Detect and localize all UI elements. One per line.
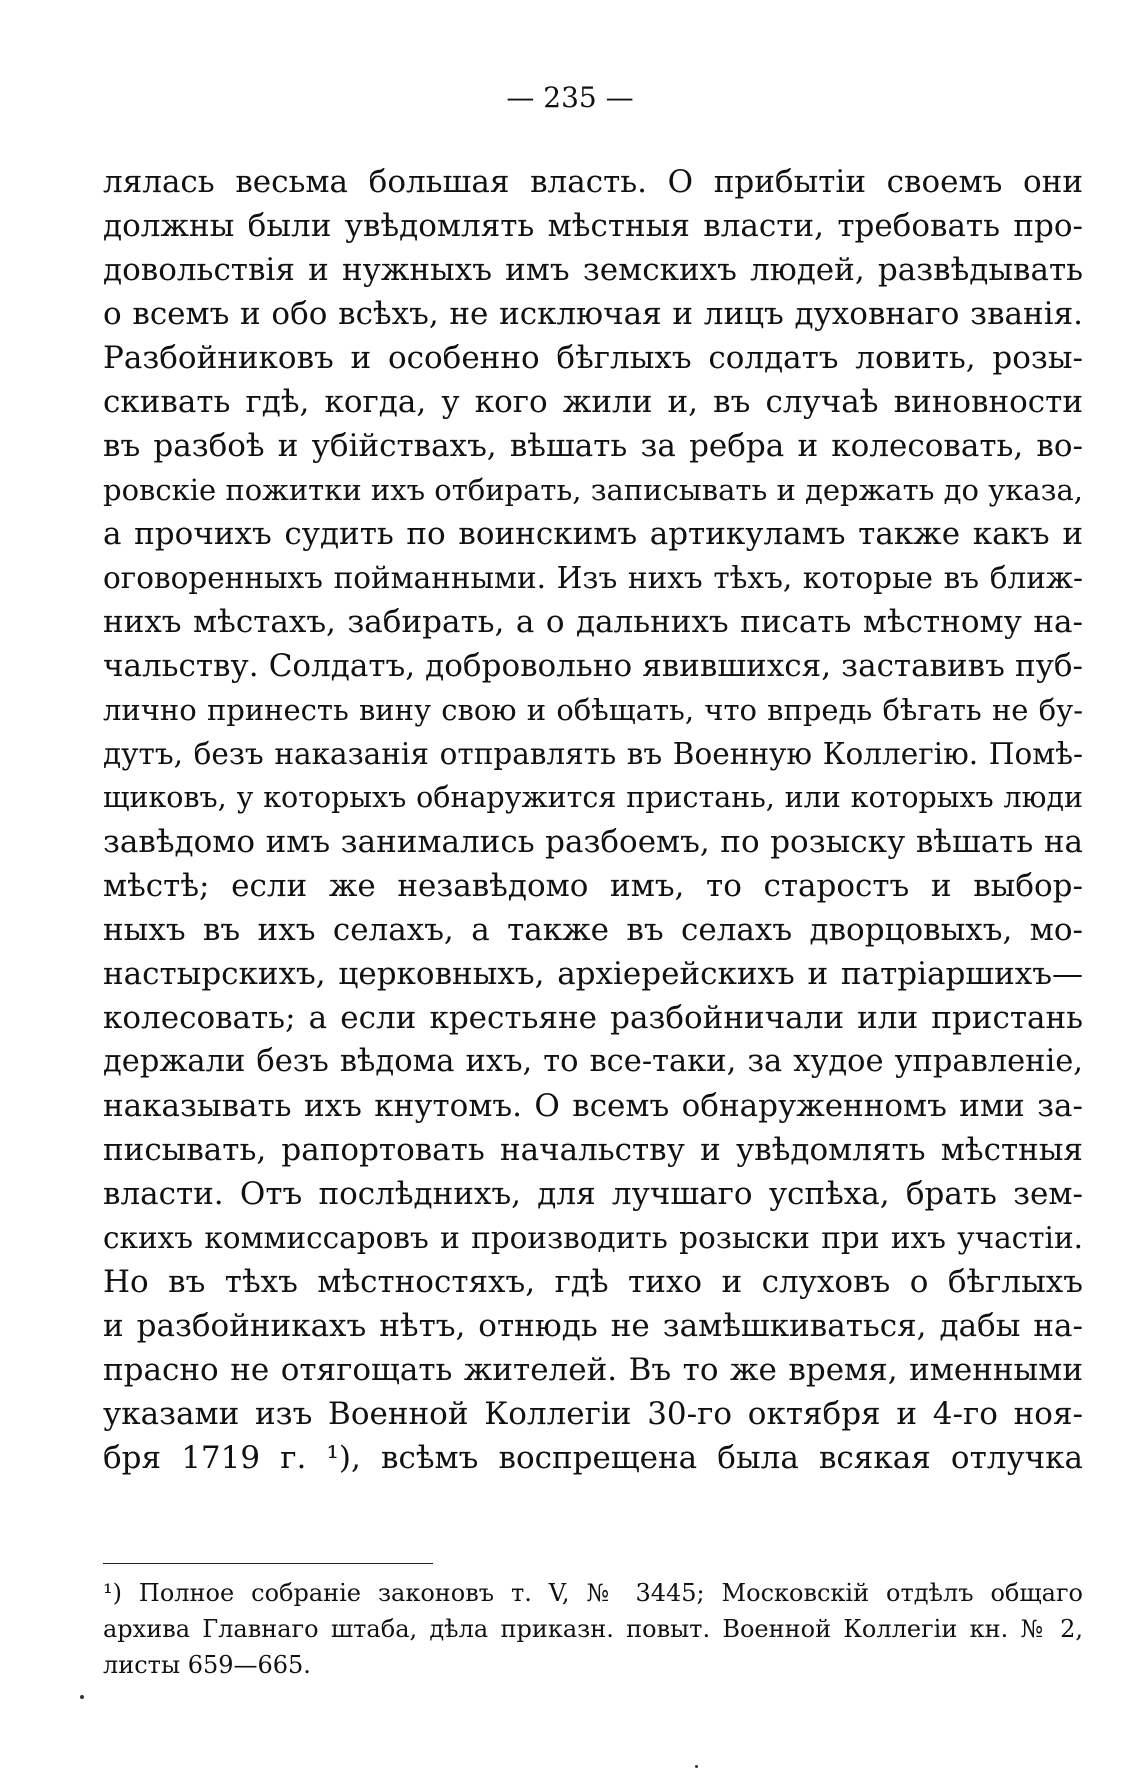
text-line: прасно не отягощать жителей. Въ то же время, именными bbox=[103, 1352, 1083, 1388]
scan-speck bbox=[80, 1695, 84, 1699]
text-line: щиковъ, у которыхъ обнаружится пристань, или которыхъ люди bbox=[103, 781, 1083, 814]
text-line: настырскихъ, церковныхъ, архіерейскихъ и патріаршихъ— bbox=[103, 956, 1083, 992]
text-line: нихъ мѣстахъ, забирать, а о дальнихъ писать мѣстному на- bbox=[103, 604, 1083, 640]
text-line: лично принесть вину свою и обѣщать, что впредь бѣгать не бу- bbox=[103, 693, 1083, 727]
body-text bbox=[103, 160, 1083, 1480]
footnote-divider bbox=[103, 1563, 433, 1564]
text-line: скивать гдѣ, когда, у кого жили и, въ случаѣ виновности bbox=[103, 384, 1083, 420]
footnotes bbox=[103, 1575, 1083, 1683]
text-line: скихъ коммиссаровъ и производить розыски при ихъ участіи. bbox=[103, 1221, 1083, 1255]
text-line: въ разбоѣ и убійствахъ, вѣшать за ребра и колесовать, во- bbox=[103, 428, 1083, 464]
text-line: довольствія и нужныхъ имъ земскихъ людей, развѣдывать bbox=[103, 252, 1083, 288]
text-line: колесовать; а если крестьяне разбойничали или пристань bbox=[103, 1000, 1083, 1036]
text-line: дутъ, безъ наказанія отправлять въ Военную Коллегію. Помѣ- bbox=[103, 737, 1083, 771]
text-line: Но въ тѣхъ мѣстностяхъ, гдѣ тихо и слуховъ о бѣглыхъ bbox=[103, 1264, 1083, 1300]
text-line: власти. Отъ послѣднихъ, для лучшаго успѣха, брать зем- bbox=[103, 1176, 1083, 1212]
footnote-line: архива Главнаго штаба, дѣла приказн. повыт. Военной Коллегіи кн. № 2, bbox=[103, 1615, 1083, 1643]
text-line: указами изъ Военной Коллегіи 30-го октября и 4-го ноя- bbox=[103, 1396, 1083, 1432]
footnote-line: ¹) Полное собраніе законовъ т. V, № 3445; Московскій отдѣлъ общаго bbox=[103, 1579, 1083, 1607]
text-line: завѣдомо имъ занимались разбоемъ, по розыску вѣшать на bbox=[103, 824, 1083, 860]
text-line: должны были увѣдомлять мѣстныя власти, требовать про- bbox=[103, 208, 1083, 244]
text-line: оговоренныхъ пойманными. Изъ нихъ тѣхъ, которые въ ближ- bbox=[103, 561, 1083, 595]
text-line: наказывать ихъ кнутомъ. О всемъ обнаруженномъ ими за- bbox=[103, 1088, 1083, 1124]
text-line: чальству. Солдатъ, добровольно явившихся, заставивъ пуб- bbox=[103, 648, 1083, 684]
text-line: ныхъ въ ихъ селахъ, а также въ селахъ дворцовыхъ, мо- bbox=[103, 912, 1083, 948]
text-line: держали безъ вѣдома ихъ, то все-таки, за худое управленіе, bbox=[103, 1044, 1083, 1079]
text-line: мѣстѣ; если же незавѣдомо имъ, то старостъ и выбор- bbox=[103, 868, 1083, 904]
text-line: ровскіе пожитки ихъ отбирать, записывать и держать до указа, bbox=[103, 473, 1083, 507]
scan-speck bbox=[695, 1765, 698, 1768]
text-line: писывать, рапортовать начальству и увѣдомлять мѣстныя bbox=[103, 1132, 1083, 1168]
text-line: бря 1719 г. ¹), всѣмъ воспрещена была всякая отлучка bbox=[103, 1440, 1083, 1476]
text-line: а прочихъ судить по воинскимъ артикуламъ также какъ и bbox=[103, 516, 1083, 552]
text-line: лялась весьма большая власть. О прибытіи своемъ они bbox=[103, 164, 1083, 200]
page-number: — 235 — bbox=[506, 81, 634, 114]
footnote-line: листы 659—665. bbox=[103, 1651, 311, 1679]
text-line: Разбойниковъ и особенно бѣглыхъ солдатъ ловить, розы- bbox=[103, 340, 1083, 376]
text-line: о всемъ и обо всѣхъ, не исключая и лицъ духовнаго званія. bbox=[103, 296, 1083, 332]
text-line: и разбойникахъ нѣтъ, отнюдь не замѣшкиваться, дабы на- bbox=[103, 1308, 1083, 1344]
